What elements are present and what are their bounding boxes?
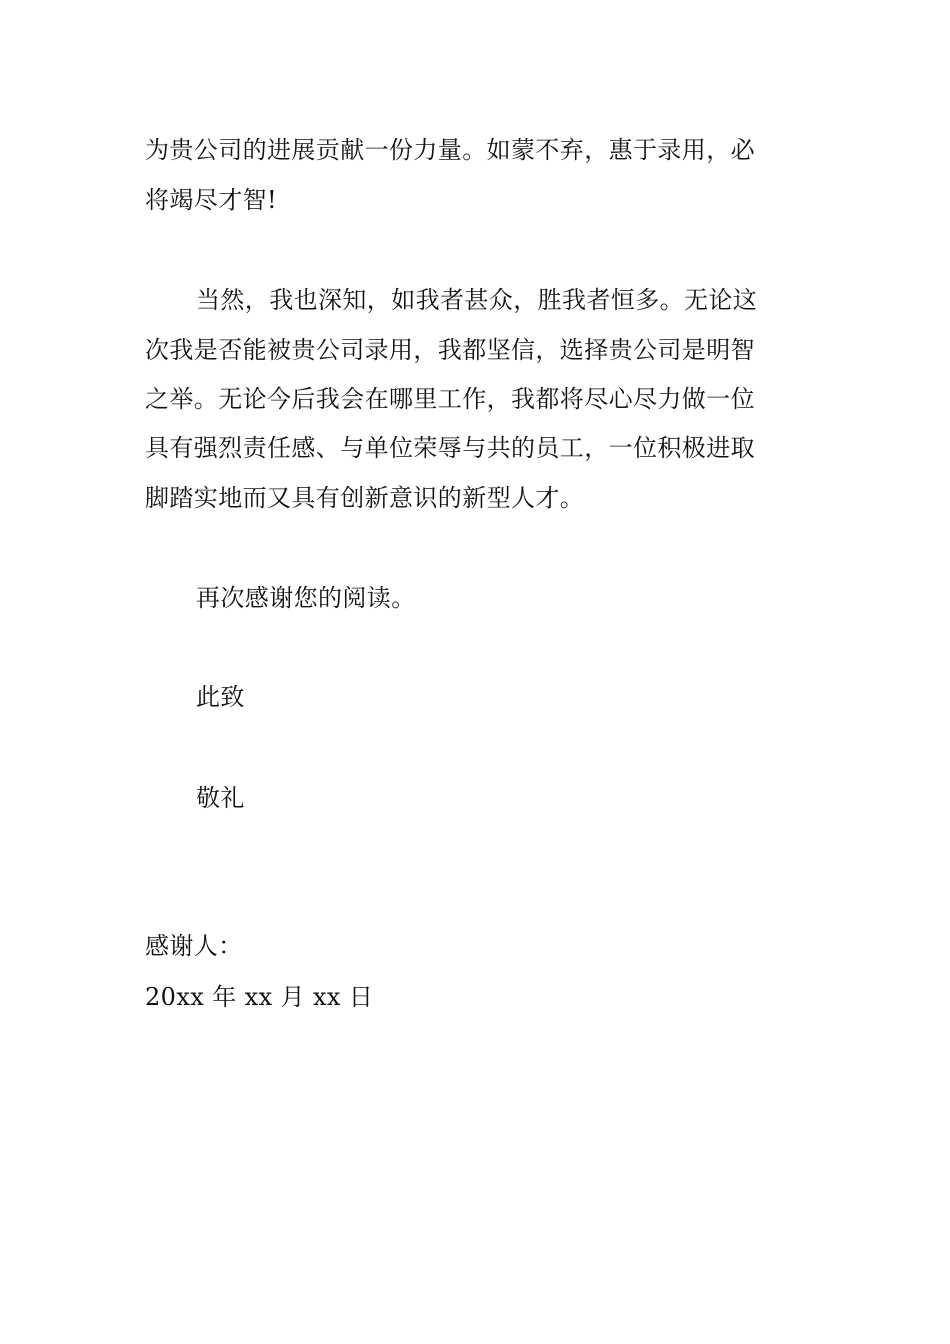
paragraph-commitment-line-3: 之举。无论今后我会在哪里工作，我都将尽心尽力做一位 (145, 385, 755, 413)
paragraph-commitment-line-1: 当然，我也深知，如我者甚众，胜我者恒多。无论这 (196, 286, 758, 314)
closing-regards: 敬礼 (196, 784, 245, 812)
paragraph-commitment-line-5: 脚踏实地而又具有创新意识的新型人才。 (145, 484, 585, 512)
paragraph-commitment-line-4: 具有强烈责任感、与单位荣辱与共的员工，一位积极进取 (145, 434, 755, 462)
paragraph-continuation-line-1: 为贵公司的进展贡献一份力量。如蒙不弃，惠于录用，必 (145, 136, 755, 164)
signer-label: 感谢人： (145, 932, 243, 960)
thanks-line: 再次感谢您的阅读。 (196, 584, 416, 612)
paragraph-continuation-line-2: 将竭尽才智! (145, 186, 278, 214)
closing-salutation: 此致 (196, 683, 245, 711)
signature-date: 20xx 年 xx 月 xx 日 (145, 983, 374, 1011)
paragraph-commitment-line-2: 次我是否能被贵公司录用，我都坚信，选择贵公司是明智 (145, 336, 755, 364)
